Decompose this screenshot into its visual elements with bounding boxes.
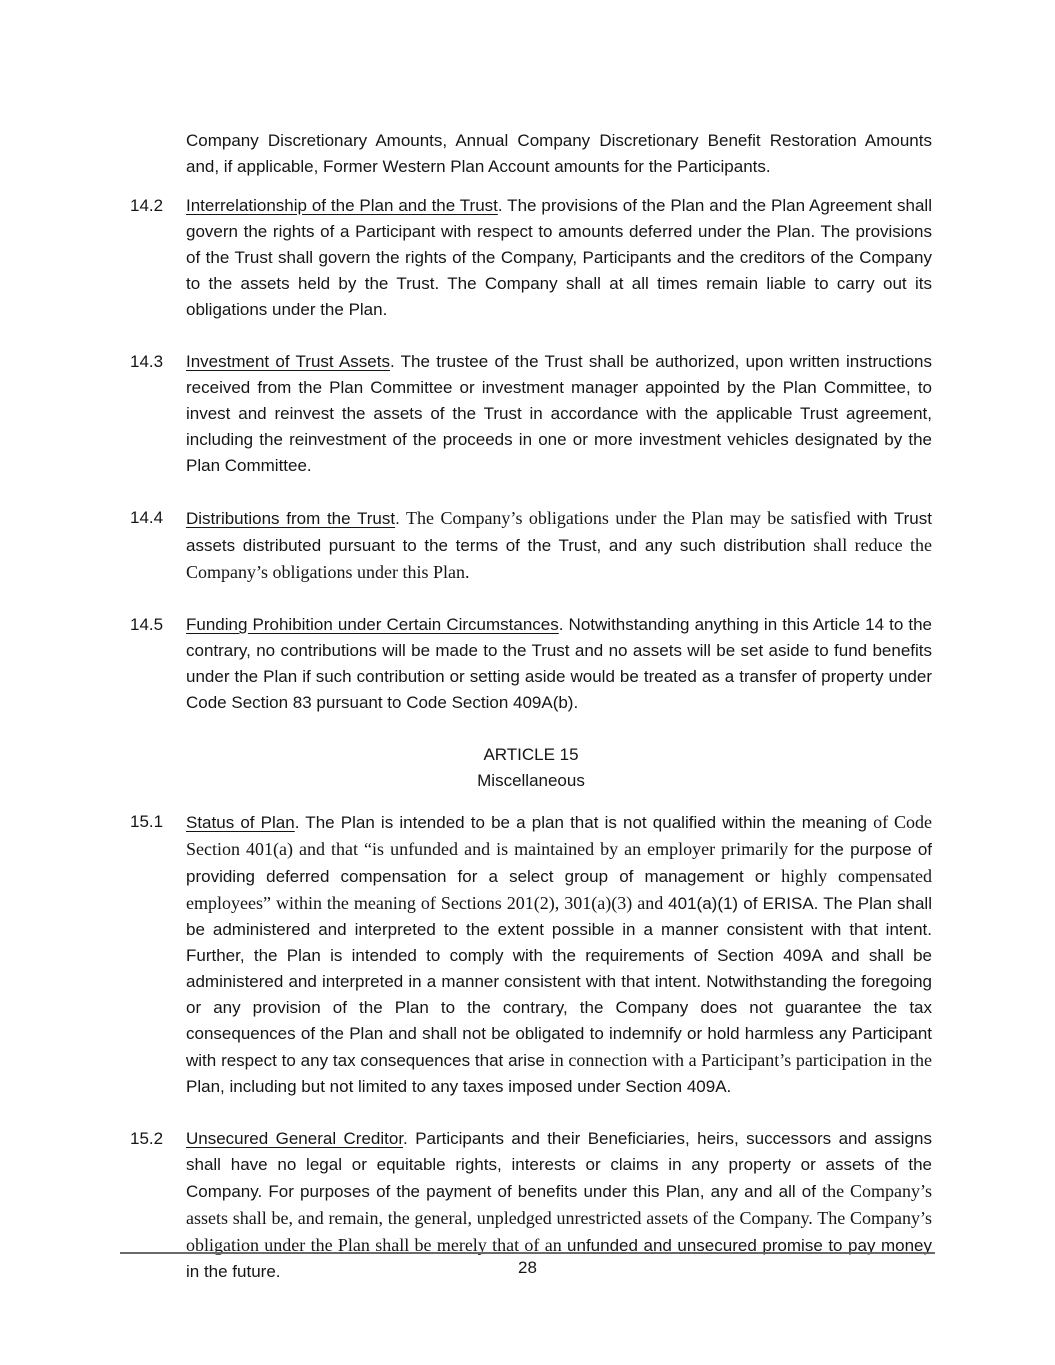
section-heading: Distributions from the Trust <box>186 509 396 528</box>
section-number: 14.2 <box>130 196 164 215</box>
text-run: Company Discretionary Amounts, Annual Company Discretionary Benefit Restoration Amounts and, if applicable, Former Western Plan Account amounts for the Participants. <box>186 131 932 176</box>
text-run: the Company’s assets shall be, and remain, the general, unpledged unrestricted assets of the Company. The Company’s obligation under the Plan shall be merely that of an <box>186 1181 932 1255</box>
section-body <box>186 505 932 586</box>
text-run: highly compensated employees” within the meaning of Sections 201(2), 301(a)(3) and <box>186 866 932 913</box>
text-run: The Plan is intended to be a plan that is not qualified within the meaning <box>299 813 874 832</box>
text-run: with Trust assets distributed pursuant to the terms of the Trust, and any such distribution <box>186 509 932 555</box>
section-14-2 <box>130 193 932 336</box>
page-content <box>130 128 932 1311</box>
section-15-1 <box>130 809 932 1113</box>
section-body <box>186 349 932 479</box>
heading-period: . <box>497 196 503 215</box>
article-subtitle: Miscellaneous <box>477 771 585 790</box>
article-heading <box>130 742 932 794</box>
text-run: The trustee of the Trust shall be authorized, upon written instructions received from the Plan Committee or investment manager appointed by the Plan Committee, to invest and reinvest the assets of the Trust in accordance with the applicable Trust agreement, including the reinvestment of the proceeds in one or more investment vehicles designated by the Plan Committee. <box>186 352 932 475</box>
heading-period: . <box>395 509 400 528</box>
section-body <box>186 809 932 1100</box>
intro-paragraph <box>186 128 932 180</box>
section-heading: Status of Plan <box>186 813 295 832</box>
page-number: 28 <box>518 1258 537 1277</box>
text-run: of Code Section 401(a) and that “is unfunded and is maintained by an employer primarily <box>186 812 933 859</box>
page-footer <box>120 1252 935 1281</box>
text-run: Plan, including but not limited to any taxes imposed under Section 409A. <box>186 1077 732 1096</box>
text-run: unfunded and unsecured promise to pay money in the future. <box>186 1236 932 1281</box>
section-body <box>186 612 932 716</box>
section-14-5 <box>130 612 932 729</box>
heading-period: . <box>558 615 564 634</box>
heading-period: . <box>403 1129 408 1148</box>
text-run: Notwithstanding anything in this Article 14 to the contrary, no contributions will be made to the Trust and no assets will be set aside to fund benefits under the Plan if such contribution or setting aside would be treated as a transfer of property under Code Section 83 pursuant to Code Section 409A(b). <box>186 615 932 712</box>
text-run: The Company’s obligations under the Plan may be satisfied <box>399 508 858 528</box>
text-run: in connection with a Participant’s participation in the <box>549 1050 933 1070</box>
section-heading: Interrelationship of the Plan and the Trust <box>186 196 498 215</box>
text-run: for the purpose of providing deferred compensation for a select group of management or <box>186 840 932 886</box>
section-14-3 <box>130 349 932 492</box>
section-number: 14.5 <box>130 615 164 634</box>
text-run: 401(a)(1) of ERISA. The Plan shall be administered and interpreted to the extent possible in a manner consistent with that intent. Further, the Plan is intended to comply with the requirements of Section 409A and shall be administered and interpreted in a manner consistent with that intent. Notwithstanding the foregoing or any provision of the Plan to the contrary, the Company does not guarantee the tax consequences of the Plan and shall not be obligated to indemnify or hold harmless any Participant with respect to any tax consequences that arise <box>186 894 932 1070</box>
text-run: shall reduce the Company’s obligations under this Plan. <box>186 535 932 582</box>
section-number: 15.2 <box>130 1129 164 1148</box>
section-body <box>186 193 932 323</box>
section-14-4 <box>130 505 932 599</box>
heading-period: . <box>294 813 300 832</box>
section-number: 14.4 <box>130 508 164 527</box>
text-run: Participants and their Beneficiaries, heirs, successors and assigns shall have no legal or equitable rights, interests or claims in any property or assets of the Company. For purposes of the payment of benefits under this Plan, any and all of <box>186 1129 932 1201</box>
section-heading: Unsecured General Creditor <box>186 1129 404 1148</box>
heading-period: . <box>389 352 395 371</box>
section-number: 14.3 <box>130 352 164 371</box>
article-title: ARTICLE 15 <box>483 745 579 764</box>
text-run: The provisions of the Plan and the Plan Agreement shall govern the rights of a Participant with respect to amounts deferred under the Plan. The provisions of the Trust shall govern the rights of the Company, Participants and the creditors of the Company to the assets held by the Trust. The Company shall at all times remain liable to carry out its obligations under the Plan. <box>186 196 932 319</box>
section-number: 15.1 <box>130 812 164 831</box>
section-heading: Investment of Trust Assets <box>186 352 390 371</box>
section-heading: Funding Prohibition under Certain Circumstances <box>186 615 559 634</box>
